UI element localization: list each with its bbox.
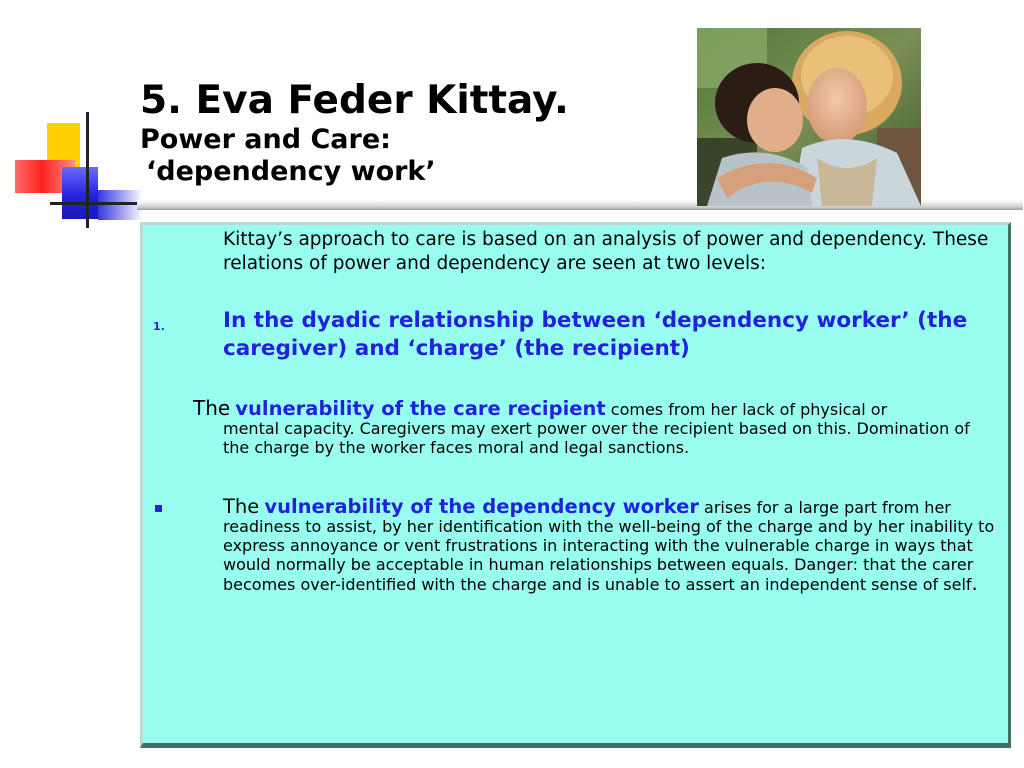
photo [697,28,921,206]
decor-vertical-line [86,112,89,228]
para3-lead: The [223,495,260,518]
title-subtitle: Power and Care: [140,124,391,155]
para2-line1: comes from her lack of physical or [610,400,888,419]
decor-blue-square [62,167,98,219]
para2-highlight: vulnerability of the care recipient [235,397,606,420]
para2-continuation: mental capacity. Caregivers may exert power over the recipient based on this. Domination of the charge by the worker faces moral and legal sanctions. [223,419,970,457]
list-number-1: 1. [153,320,165,333]
para3-body: arises for a large part from her readiness to assist, by her identification with the well-being of the charge and by her inability to express annoyance or vent frustrations in interacting with the vulnerable charge in ways that would normally be acceptable in human relationships between equals. Danger: that the carer becomes over-identified with the charge and is unable to assert an independent sense of self [223,498,995,594]
slide-title [140,78,569,188]
content-box [140,222,1011,748]
list-item-1: In the dyadic relationship between ‘dependency worker’ (the caregiver) and ‘charge’ (the recipient) [223,308,968,361]
title-main: 5. Eva Feder Kittay. [140,78,569,123]
decor-horizontal-line [50,202,148,205]
intro-paragraph: Kittay’s approach to care is based on an analysis of power and dependency. These relations of power and dependency are seen at two levels: [223,229,989,274]
bullet-square-icon [155,505,162,512]
para2-lead: The [193,396,231,420]
para3-end: . [971,572,978,595]
dependency-worker-paragraph [223,497,999,594]
title-subtitle-2: ‘dependency work’ [146,156,436,187]
para3-highlight: vulnerability of the dependency worker [264,495,699,518]
care-recipient-paragraph [193,396,999,457]
